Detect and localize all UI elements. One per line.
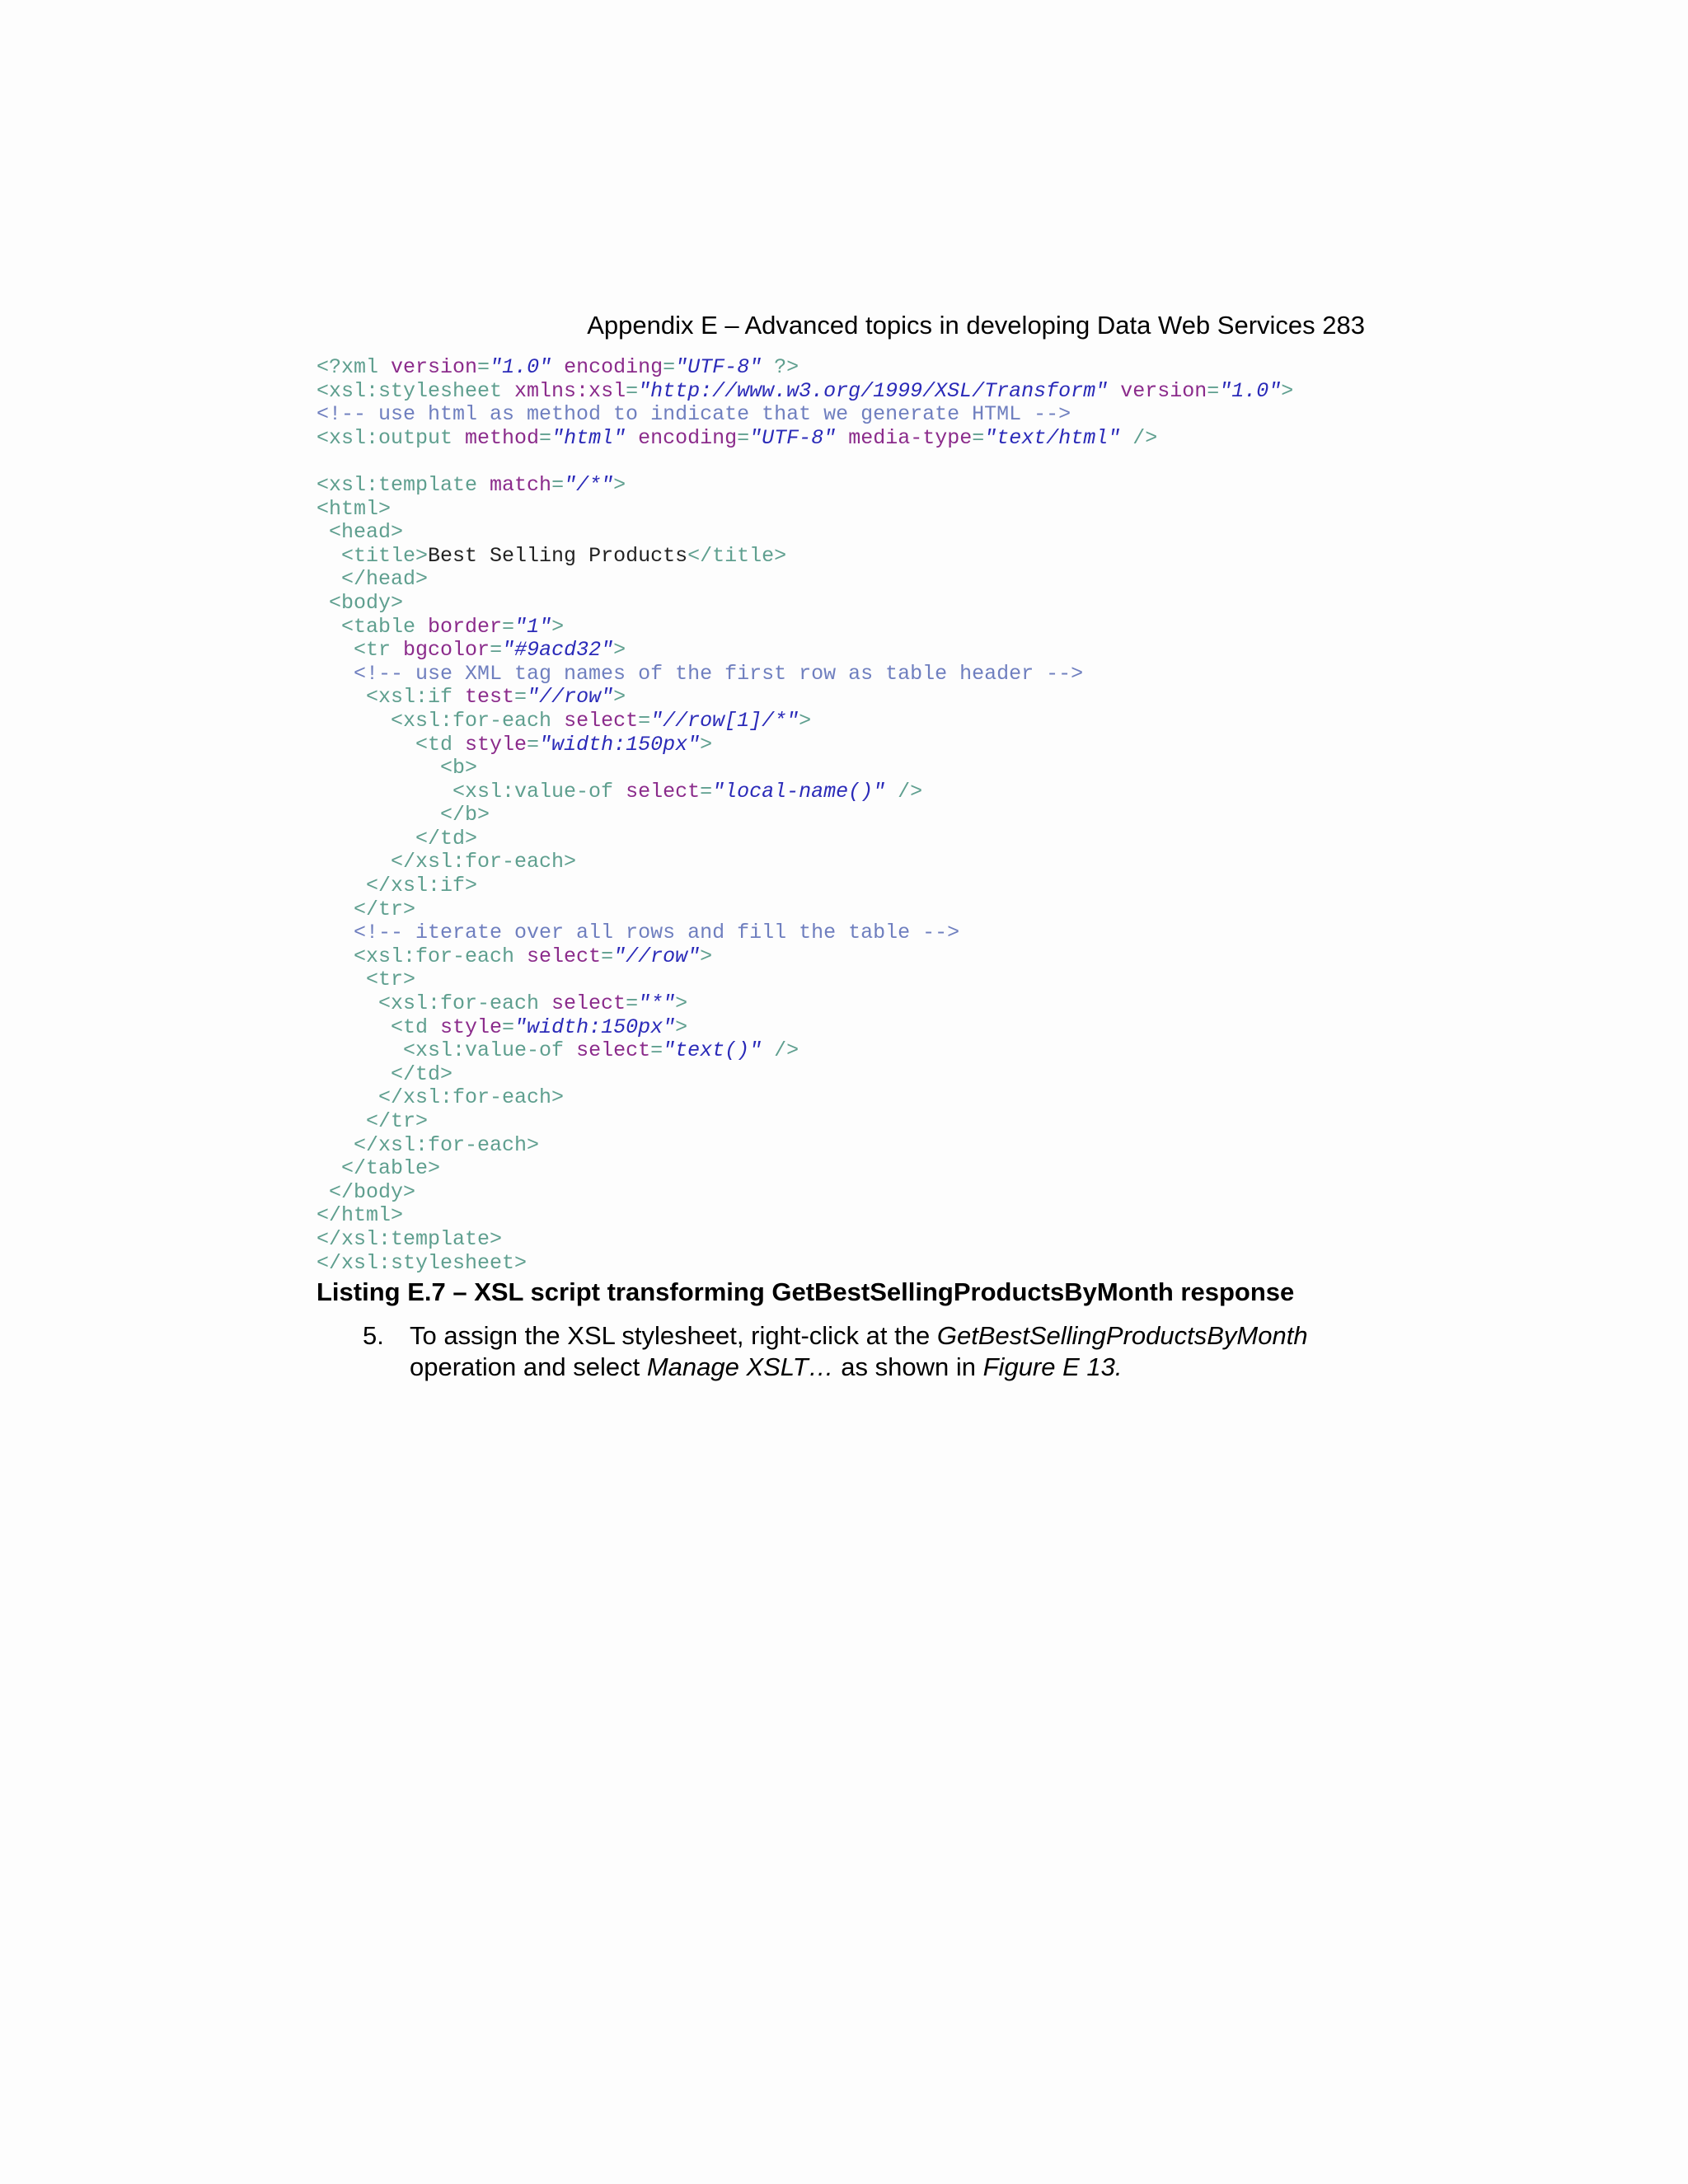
code-token: > — [613, 685, 626, 710]
code-line — [316, 1063, 1372, 1087]
code-line — [316, 733, 1372, 757]
code-token: > — [700, 732, 713, 757]
code-token: </tr> — [316, 1109, 429, 1133]
code-token: = — [527, 732, 540, 757]
code-line — [316, 1134, 1372, 1158]
step-text-part: operation and select — [410, 1352, 647, 1381]
code-token: <tr — [316, 638, 404, 663]
code-token: "UTF-8" — [749, 425, 837, 450]
code-token: <xsl:output — [316, 425, 466, 450]
code-token: = — [650, 1038, 663, 1063]
code-token: = — [626, 378, 639, 403]
code-token — [551, 355, 564, 379]
operation-name: GetBestSellingProductsByMonth — [936, 1321, 1308, 1350]
code-line — [316, 639, 1372, 663]
step-text-part: To assign the XSL stylesheet, right-click at the — [410, 1321, 937, 1350]
code-line — [316, 498, 1372, 522]
code-token: <?xml — [316, 355, 392, 379]
code-token: bgcolor — [403, 638, 490, 663]
code-line — [316, 1204, 1372, 1228]
code-line — [316, 450, 1372, 474]
code-token: select — [626, 779, 701, 804]
code-token: > — [799, 708, 812, 733]
code-token: "//row[1]/*" — [650, 708, 799, 733]
code-token: > — [613, 472, 626, 497]
running-header: Appendix E – Advanced topics in developing Data Web Services 283 — [587, 311, 1365, 340]
code-token: = — [490, 638, 503, 663]
code-listing — [316, 356, 1372, 1275]
code-token: <!-- use XML tag names of the first row as table header --> — [316, 661, 1084, 686]
code-token: </html> — [316, 1203, 404, 1228]
code-line — [316, 616, 1372, 640]
code-token — [626, 426, 638, 450]
code-line — [316, 1157, 1372, 1181]
code-line — [316, 521, 1372, 545]
code-token: </head> — [316, 567, 429, 592]
code-token: </xsl:for-each> — [316, 1132, 540, 1157]
code-line — [316, 474, 1372, 498]
code-token: border — [428, 614, 503, 639]
code-line — [316, 780, 1372, 804]
code-line — [316, 851, 1372, 874]
code-token: > — [551, 614, 565, 639]
code-line — [316, 403, 1372, 427]
code-token: > — [613, 638, 626, 663]
code-token: = — [700, 779, 713, 804]
code-token: "/*" — [564, 472, 614, 497]
code-token: </td> — [316, 1062, 453, 1086]
code-token: "//row" — [527, 685, 614, 710]
code-token: style — [465, 732, 528, 757]
code-token: /> — [1120, 425, 1158, 450]
code-line — [316, 1016, 1372, 1040]
code-token: encoding — [564, 355, 663, 379]
code-token: encoding — [638, 425, 738, 450]
code-token: = — [663, 355, 676, 379]
code-token: "1.0" — [490, 355, 552, 379]
code-token: <!-- use html as method to indicate that we generate HTML --> — [316, 402, 1071, 427]
code-token: style — [440, 1015, 503, 1039]
code-line — [316, 545, 1372, 569]
step-text-part: as shown in — [833, 1352, 983, 1381]
code-line — [316, 921, 1372, 945]
step-text — [410, 1320, 1382, 1383]
code-token: "text()" — [663, 1038, 762, 1063]
menu-item-reference: Manage XSLT… — [646, 1352, 834, 1381]
code-token: </table> — [316, 1156, 441, 1181]
code-token: <xsl:for-each — [316, 708, 565, 733]
code-token: </title> — [687, 543, 787, 568]
code-token: </td> — [316, 826, 478, 851]
code-line — [316, 663, 1372, 687]
code-token: Best Selling Products — [428, 543, 688, 568]
code-token: "text/html" — [984, 425, 1121, 450]
code-token: "1" — [514, 614, 552, 639]
code-token: "1.0" — [1219, 378, 1282, 403]
code-line — [316, 1110, 1372, 1134]
code-token: = — [638, 708, 651, 733]
code-token: <xsl:stylesheet — [316, 378, 515, 403]
code-token: = — [551, 472, 565, 497]
code-token: <title> — [316, 543, 429, 568]
code-token: </xsl:if> — [316, 874, 478, 898]
code-token: = — [514, 685, 528, 710]
code-line — [316, 1039, 1372, 1063]
code-token: </xsl:template> — [316, 1226, 503, 1251]
code-line — [316, 592, 1372, 616]
code-line — [316, 1181, 1372, 1205]
code-token: <xsl:value-of — [316, 1038, 577, 1063]
code-token: </xsl:stylesheet> — [316, 1250, 528, 1275]
code-token: select — [551, 991, 626, 1016]
code-token: <b> — [316, 756, 478, 780]
code-token: = — [477, 355, 490, 379]
step-number: 5. — [363, 1321, 384, 1350]
code-token: "width:150px" — [539, 732, 701, 757]
code-token: select — [576, 1038, 651, 1063]
code-token: </b> — [316, 803, 490, 827]
code-token: "width:150px" — [514, 1015, 676, 1039]
code-line — [316, 992, 1372, 1016]
code-token: = — [502, 614, 515, 639]
code-token: = — [502, 1015, 515, 1039]
code-token: version — [391, 355, 478, 379]
code-token: "local-name()" — [712, 779, 886, 804]
code-token: > — [700, 944, 713, 968]
code-line — [316, 1228, 1372, 1252]
code-line — [316, 898, 1372, 922]
code-token: "*" — [638, 991, 676, 1016]
code-line — [316, 380, 1372, 404]
code-token: "UTF-8" — [675, 355, 762, 379]
code-line — [316, 874, 1372, 898]
code-token: <table — [316, 614, 429, 639]
code-token: select — [527, 944, 602, 968]
code-token: xmlns:xsl — [514, 378, 626, 403]
figure-reference: Figure E 13. — [982, 1352, 1123, 1381]
code-line — [316, 686, 1372, 710]
code-token: ?> — [762, 355, 799, 379]
code-line — [316, 827, 1372, 851]
code-token: method — [465, 425, 540, 450]
code-token: "#9acd32" — [502, 638, 614, 663]
code-token — [1108, 379, 1120, 403]
code-token: media-type — [848, 425, 973, 450]
code-token: <body> — [316, 590, 404, 615]
code-token: <xsl:if — [316, 685, 466, 710]
code-line — [316, 356, 1372, 380]
code-token: <xsl:for-each — [316, 944, 528, 968]
code-token: <!-- iterate over all rows and fill the table --> — [316, 921, 960, 945]
code-line — [316, 1252, 1372, 1276]
code-token: <xsl:for-each — [316, 991, 552, 1016]
code-token: <head> — [316, 520, 404, 545]
code-token: select — [564, 708, 639, 733]
code-token: <td — [316, 732, 466, 757]
code-token: <td — [316, 1015, 441, 1039]
code-token: = — [626, 991, 639, 1016]
code-token: <xsl:template — [316, 472, 490, 497]
code-token: test — [465, 685, 515, 710]
code-token: > — [675, 991, 688, 1016]
code-token: = — [737, 425, 750, 450]
code-token: version — [1120, 378, 1207, 403]
code-token: </xsl:for-each> — [316, 850, 577, 874]
code-token: <html> — [316, 496, 392, 521]
code-token: = — [1207, 378, 1220, 403]
code-line — [316, 568, 1372, 592]
code-token: <xsl:value-of — [316, 779, 626, 804]
code-token: = — [601, 944, 614, 968]
code-token: = — [972, 425, 985, 450]
code-line — [316, 427, 1372, 451]
code-token: /> — [885, 779, 923, 804]
code-line — [316, 710, 1372, 733]
code-token: /> — [762, 1038, 799, 1063]
code-token: </body> — [316, 1179, 416, 1204]
code-token: </xsl:for-each> — [316, 1085, 565, 1110]
code-token: > — [1281, 378, 1294, 403]
code-token: <tr> — [316, 968, 416, 992]
listing-caption: Listing E.7 – XSL script transforming GetBestSellingProductsByMonth response — [316, 1277, 1295, 1306]
code-token: "//row" — [613, 944, 701, 968]
code-token: </tr> — [316, 897, 416, 921]
code-token — [836, 426, 848, 450]
code-token: > — [675, 1015, 688, 1039]
code-line — [316, 804, 1372, 827]
code-token: match — [490, 472, 552, 497]
code-token: "http://www.w3.org/1999/XSL/Transform" — [638, 378, 1109, 403]
code-line — [316, 1086, 1372, 1110]
code-line — [316, 968, 1372, 992]
code-line — [316, 945, 1372, 969]
code-token: "html" — [551, 425, 626, 450]
code-token: = — [539, 425, 552, 450]
code-line — [316, 757, 1372, 780]
